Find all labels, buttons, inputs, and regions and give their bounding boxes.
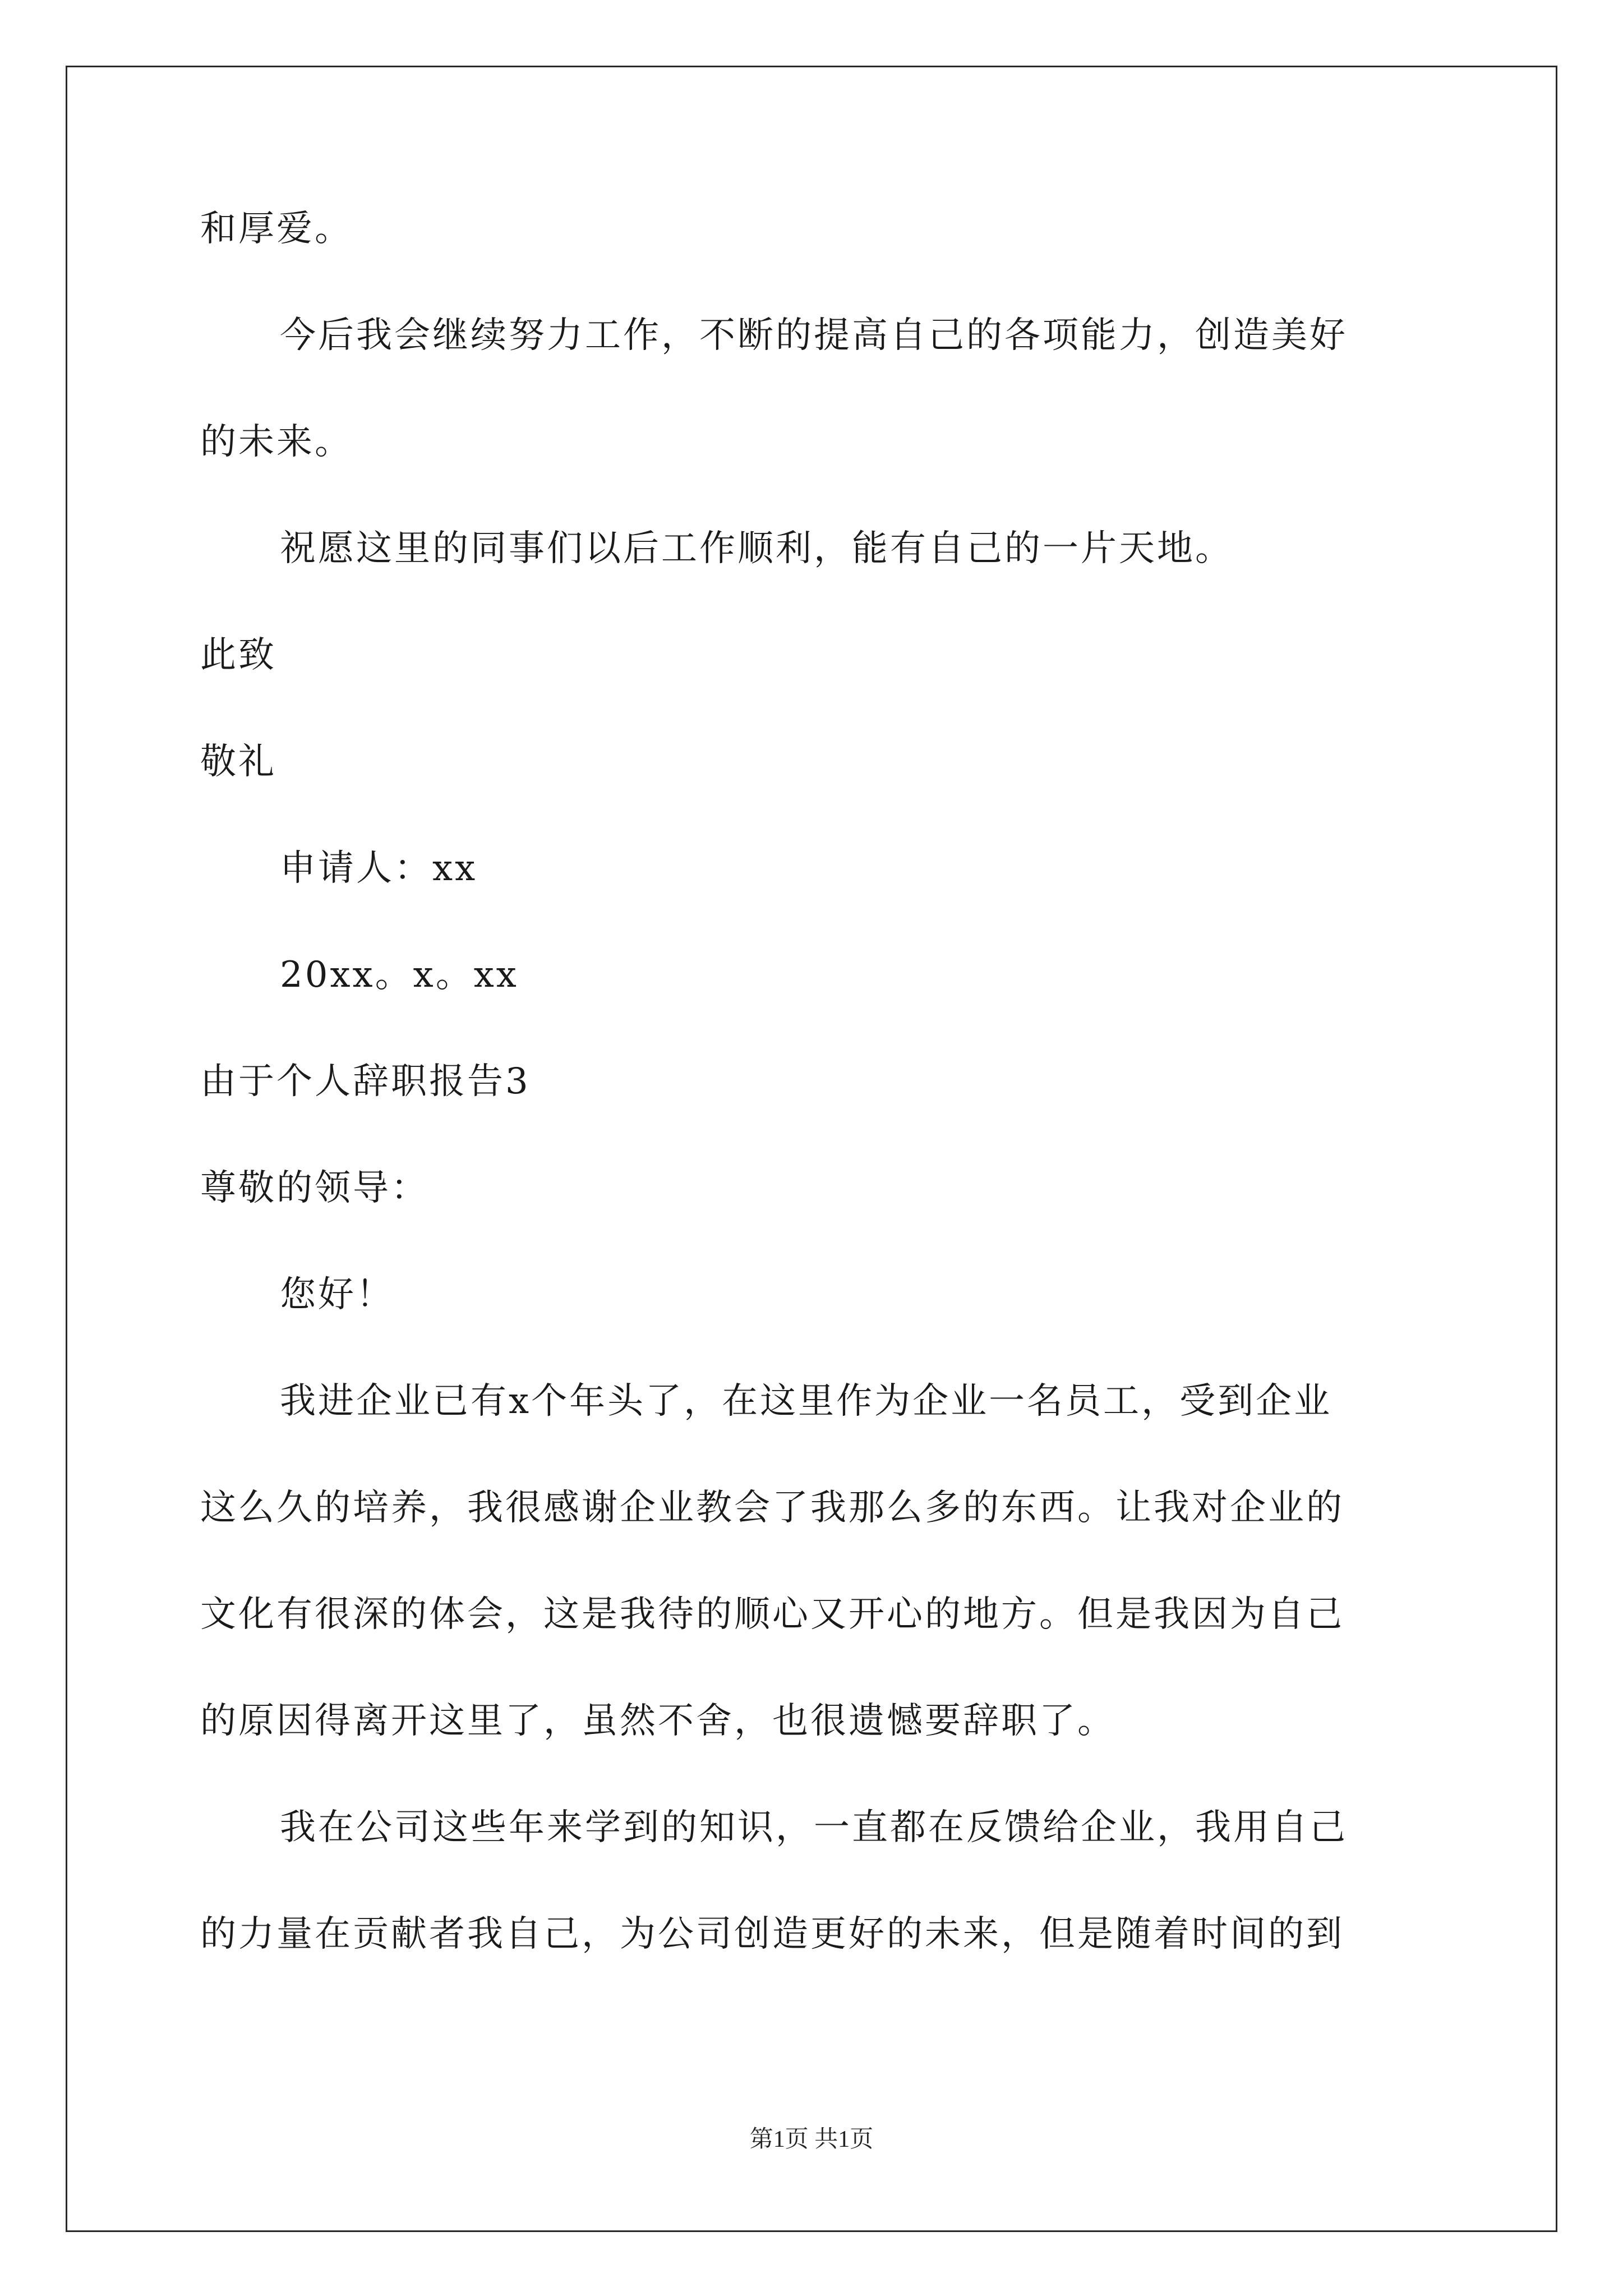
closing-line: 敬礼 — [200, 741, 276, 783]
paragraph-line: 文化有很深的体会，这是我待的顺心又开心的地方。但是我因为自己 — [200, 1594, 1344, 1635]
paragraph-line: 这么久的培养，我很感谢企业教会了我那么多的东西。让我对企业的 — [200, 1487, 1344, 1529]
paragraph-line: 的原因得离开这里了，虽然不舍，也很遗憾要辞职了。 — [200, 1700, 1115, 1742]
salutation-line: 尊敬的领导： — [200, 1167, 429, 1209]
paragraph-line: 我在公司这些年来学到的知识，一直都在反馈给企业，我用自己 — [280, 1807, 1348, 1848]
paragraph-line: 的力量在贡献者我自己，为公司创造更好的未来，但是随着时间的到 — [200, 1913, 1344, 1955]
greeting-line: 您好！ — [280, 1274, 394, 1315]
section-title: 由于个人辞职报告3 — [200, 1061, 531, 1102]
closing-line: 此致 — [200, 634, 276, 676]
paragraph-line: 我进企业已有x个年头了，在这里作为企业一名员工，受到企业 — [280, 1381, 1332, 1422]
date-line: 20xx。x。xx — [280, 954, 519, 996]
paragraph-line: 和厚爱。 — [200, 208, 353, 250]
page-number-footer: 第1页 共1页 — [749, 2127, 874, 2152]
paragraph-line: 今后我会继续努力工作，不断的提高自己的各项能力，创造美好 — [280, 315, 1348, 356]
paragraph-line: 的未来。 — [200, 421, 353, 463]
paragraph-line: 祝愿这里的同事们以后工作顺利，能有自己的一片天地。 — [280, 528, 1233, 569]
signature-line: 申请人：xx — [280, 848, 478, 889]
